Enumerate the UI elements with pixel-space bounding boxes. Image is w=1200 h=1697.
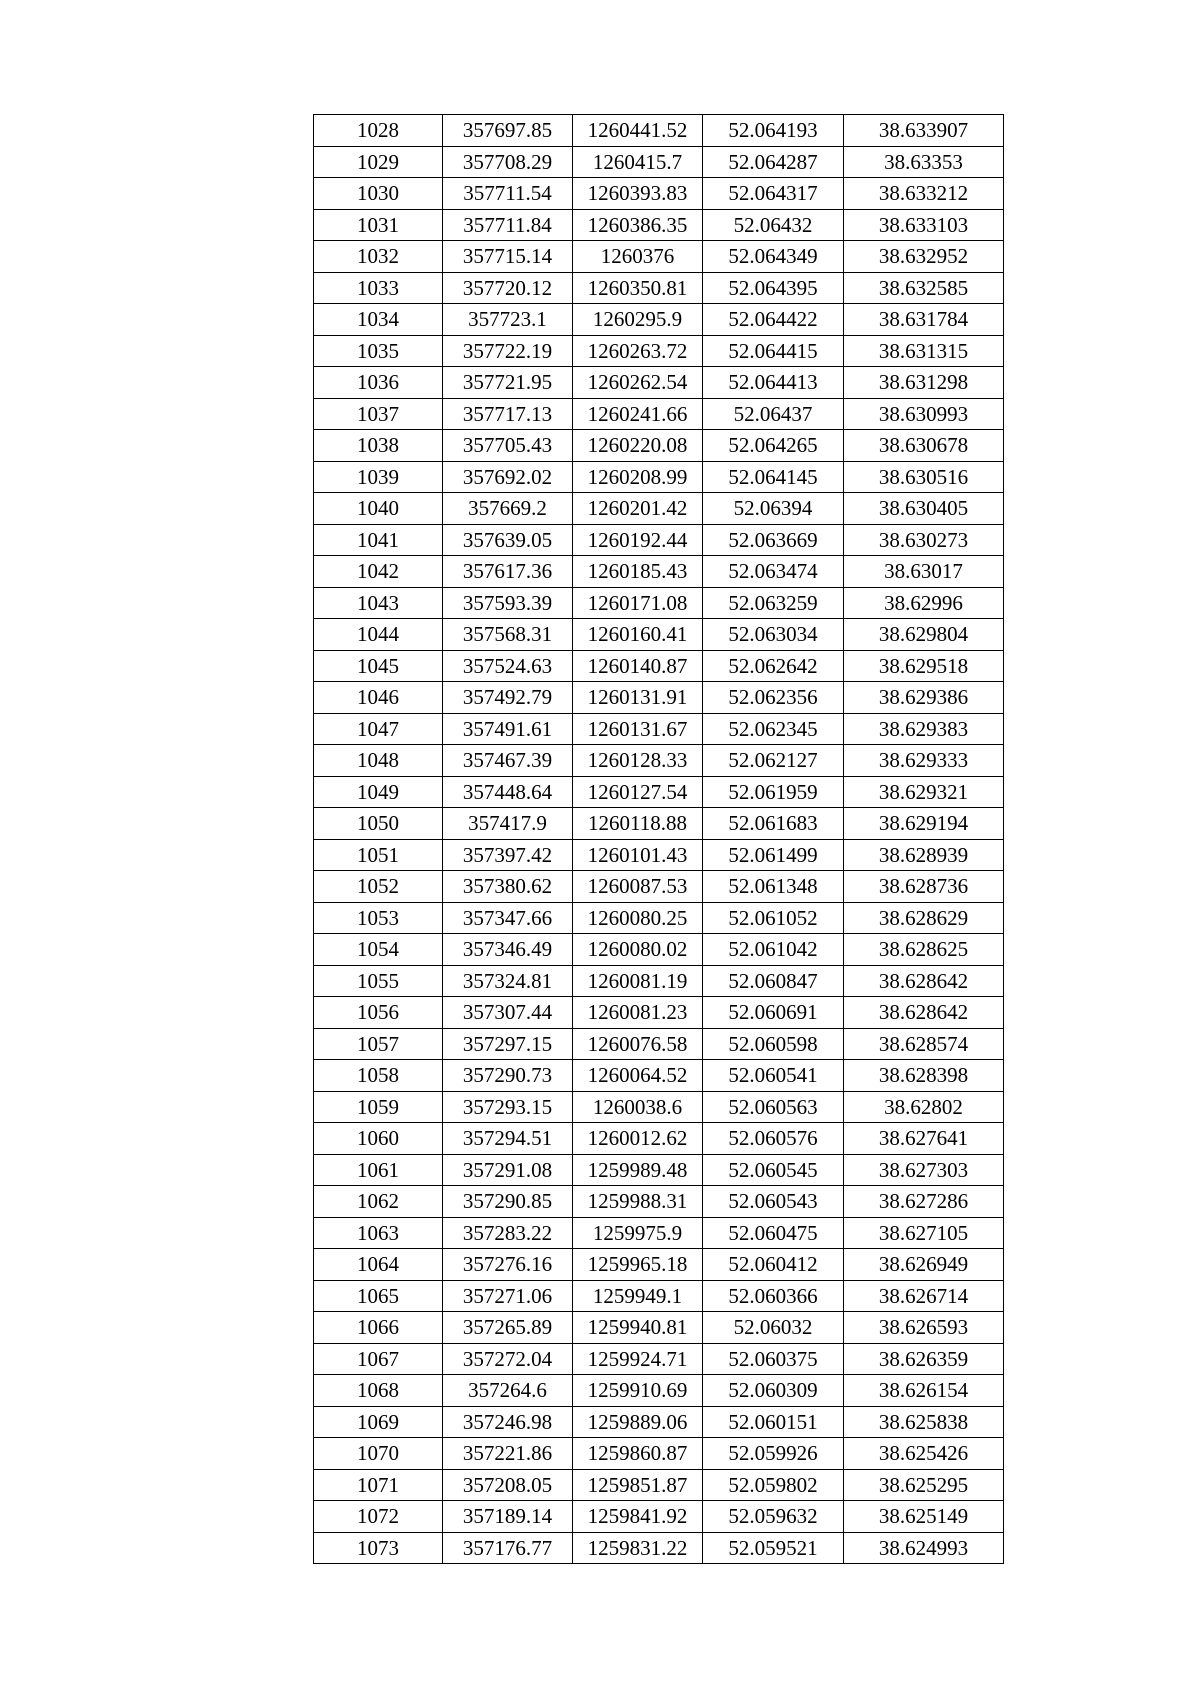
- point-number-cell: 1037: [314, 398, 443, 430]
- longitude-cell: 38.628629: [844, 902, 1004, 934]
- latitude-cell: 52.060412: [703, 1249, 844, 1281]
- longitude-cell: 38.625838: [844, 1406, 1004, 1438]
- y-coordinate-cell: 1260012.62: [573, 1123, 703, 1155]
- table-row: [314, 1060, 1004, 1092]
- table-row: [314, 713, 1004, 745]
- longitude-cell: 38.633212: [844, 178, 1004, 210]
- x-coordinate-cell: 357291.08: [443, 1154, 573, 1186]
- y-coordinate-cell: 1260101.43: [573, 839, 703, 871]
- latitude-cell: 52.060576: [703, 1123, 844, 1155]
- table-row: [314, 902, 1004, 934]
- table-row: [314, 1501, 1004, 1533]
- longitude-cell: 38.630273: [844, 524, 1004, 556]
- x-coordinate-cell: 357708.29: [443, 146, 573, 178]
- latitude-cell: 52.060541: [703, 1060, 844, 1092]
- point-number-cell: 1043: [314, 587, 443, 619]
- table-row: [314, 587, 1004, 619]
- longitude-cell: 38.631784: [844, 304, 1004, 336]
- table-row: [314, 1406, 1004, 1438]
- x-coordinate-cell: 357467.39: [443, 745, 573, 777]
- y-coordinate-cell: 1260201.42: [573, 493, 703, 525]
- longitude-cell: 38.627286: [844, 1186, 1004, 1218]
- x-coordinate-cell: 357347.66: [443, 902, 573, 934]
- latitude-cell: 52.064395: [703, 272, 844, 304]
- latitude-cell: 52.061683: [703, 808, 844, 840]
- latitude-cell: 52.060475: [703, 1217, 844, 1249]
- point-number-cell: 1069: [314, 1406, 443, 1438]
- x-coordinate-cell: 357721.95: [443, 367, 573, 399]
- y-coordinate-cell: 1260295.9: [573, 304, 703, 336]
- y-coordinate-cell: 1260076.58: [573, 1028, 703, 1060]
- y-coordinate-cell: 1259965.18: [573, 1249, 703, 1281]
- table-row: [314, 1028, 1004, 1060]
- y-coordinate-cell: 1259949.1: [573, 1280, 703, 1312]
- x-coordinate-cell: 357271.06: [443, 1280, 573, 1312]
- latitude-cell: 52.062356: [703, 682, 844, 714]
- latitude-cell: 52.063474: [703, 556, 844, 588]
- table-row: [314, 146, 1004, 178]
- table-row: [314, 1280, 1004, 1312]
- table-row: [314, 115, 1004, 147]
- x-coordinate-cell: 357380.62: [443, 871, 573, 903]
- longitude-cell: 38.629194: [844, 808, 1004, 840]
- y-coordinate-cell: 1259924.71: [573, 1343, 703, 1375]
- x-coordinate-cell: 357346.49: [443, 934, 573, 966]
- point-number-cell: 1032: [314, 241, 443, 273]
- latitude-cell: 52.064349: [703, 241, 844, 273]
- y-coordinate-cell: 1259851.87: [573, 1469, 703, 1501]
- y-coordinate-cell: 1260127.54: [573, 776, 703, 808]
- longitude-cell: 38.629386: [844, 682, 1004, 714]
- y-coordinate-cell: 1260064.52: [573, 1060, 703, 1092]
- point-number-cell: 1050: [314, 808, 443, 840]
- table-row: [314, 524, 1004, 556]
- y-coordinate-cell: 1259910.69: [573, 1375, 703, 1407]
- point-number-cell: 1040: [314, 493, 443, 525]
- point-number-cell: 1061: [314, 1154, 443, 1186]
- latitude-cell: 52.059632: [703, 1501, 844, 1533]
- y-coordinate-cell: 1259989.48: [573, 1154, 703, 1186]
- longitude-cell: 38.630678: [844, 430, 1004, 462]
- y-coordinate-cell: 1260415.7: [573, 146, 703, 178]
- longitude-cell: 38.626359: [844, 1343, 1004, 1375]
- longitude-cell: 38.62996: [844, 587, 1004, 619]
- longitude-cell: 38.627105: [844, 1217, 1004, 1249]
- y-coordinate-cell: 1260393.83: [573, 178, 703, 210]
- point-number-cell: 1059: [314, 1091, 443, 1123]
- latitude-cell: 52.060847: [703, 965, 844, 997]
- longitude-cell: 38.625149: [844, 1501, 1004, 1533]
- x-coordinate-cell: 357276.16: [443, 1249, 573, 1281]
- longitude-cell: 38.628625: [844, 934, 1004, 966]
- x-coordinate-cell: 357283.22: [443, 1217, 573, 1249]
- y-coordinate-cell: 1260131.91: [573, 682, 703, 714]
- y-coordinate-cell: 1259831.22: [573, 1532, 703, 1564]
- point-number-cell: 1073: [314, 1532, 443, 1564]
- y-coordinate-cell: 1260350.81: [573, 272, 703, 304]
- latitude-cell: 52.06432: [703, 209, 844, 241]
- x-coordinate-cell: 357324.81: [443, 965, 573, 997]
- x-coordinate-cell: 357717.13: [443, 398, 573, 430]
- point-number-cell: 1030: [314, 178, 443, 210]
- latitude-cell: 52.059521: [703, 1532, 844, 1564]
- y-coordinate-cell: 1260386.35: [573, 209, 703, 241]
- table-row: [314, 997, 1004, 1029]
- longitude-cell: 38.627641: [844, 1123, 1004, 1155]
- point-number-cell: 1052: [314, 871, 443, 903]
- latitude-cell: 52.061042: [703, 934, 844, 966]
- table-row: [314, 619, 1004, 651]
- y-coordinate-cell: 1260160.41: [573, 619, 703, 651]
- longitude-cell: 38.625295: [844, 1469, 1004, 1501]
- coordinates-table: [313, 114, 1004, 1564]
- x-coordinate-cell: 357593.39: [443, 587, 573, 619]
- longitude-cell: 38.628398: [844, 1060, 1004, 1092]
- table-row: [314, 272, 1004, 304]
- table-row: [314, 1375, 1004, 1407]
- table-row: [314, 430, 1004, 462]
- table-row: [314, 934, 1004, 966]
- latitude-cell: 52.064265: [703, 430, 844, 462]
- table-row: [314, 493, 1004, 525]
- y-coordinate-cell: 1260208.99: [573, 461, 703, 493]
- y-coordinate-cell: 1260080.02: [573, 934, 703, 966]
- x-coordinate-cell: 357692.02: [443, 461, 573, 493]
- latitude-cell: 52.064287: [703, 146, 844, 178]
- table-row: [314, 808, 1004, 840]
- latitude-cell: 52.060545: [703, 1154, 844, 1186]
- x-coordinate-cell: 357265.89: [443, 1312, 573, 1344]
- point-number-cell: 1056: [314, 997, 443, 1029]
- x-coordinate-cell: 357524.63: [443, 650, 573, 682]
- latitude-cell: 52.060563: [703, 1091, 844, 1123]
- x-coordinate-cell: 357491.61: [443, 713, 573, 745]
- x-coordinate-cell: 357617.36: [443, 556, 573, 588]
- table-row: [314, 461, 1004, 493]
- latitude-cell: 52.06437: [703, 398, 844, 430]
- x-coordinate-cell: 357294.51: [443, 1123, 573, 1155]
- y-coordinate-cell: 1260140.87: [573, 650, 703, 682]
- latitude-cell: 52.062127: [703, 745, 844, 777]
- table-row: [314, 682, 1004, 714]
- y-coordinate-cell: 1259988.31: [573, 1186, 703, 1218]
- table-row: [314, 241, 1004, 273]
- point-number-cell: 1034: [314, 304, 443, 336]
- x-coordinate-cell: 357290.85: [443, 1186, 573, 1218]
- x-coordinate-cell: 357397.42: [443, 839, 573, 871]
- longitude-cell: 38.629518: [844, 650, 1004, 682]
- latitude-cell: 52.059802: [703, 1469, 844, 1501]
- point-number-cell: 1062: [314, 1186, 443, 1218]
- point-number-cell: 1057: [314, 1028, 443, 1060]
- latitude-cell: 52.063259: [703, 587, 844, 619]
- y-coordinate-cell: 1260192.44: [573, 524, 703, 556]
- x-coordinate-cell: 357722.19: [443, 335, 573, 367]
- y-coordinate-cell: 1260376: [573, 241, 703, 273]
- point-number-cell: 1058: [314, 1060, 443, 1092]
- latitude-cell: 52.060366: [703, 1280, 844, 1312]
- latitude-cell: 52.061052: [703, 902, 844, 934]
- point-number-cell: 1031: [314, 209, 443, 241]
- x-coordinate-cell: 357208.05: [443, 1469, 573, 1501]
- table-row: [314, 776, 1004, 808]
- y-coordinate-cell: 1260128.33: [573, 745, 703, 777]
- latitude-cell: 52.062345: [703, 713, 844, 745]
- point-number-cell: 1053: [314, 902, 443, 934]
- point-number-cell: 1060: [314, 1123, 443, 1155]
- point-number-cell: 1048: [314, 745, 443, 777]
- point-number-cell: 1038: [314, 430, 443, 462]
- latitude-cell: 52.062642: [703, 650, 844, 682]
- y-coordinate-cell: 1259841.92: [573, 1501, 703, 1533]
- point-number-cell: 1070: [314, 1438, 443, 1470]
- table-row: [314, 839, 1004, 871]
- x-coordinate-cell: 357221.86: [443, 1438, 573, 1470]
- x-coordinate-cell: 357307.44: [443, 997, 573, 1029]
- table-row: [314, 209, 1004, 241]
- longitude-cell: 38.628736: [844, 871, 1004, 903]
- x-coordinate-cell: 357715.14: [443, 241, 573, 273]
- point-number-cell: 1044: [314, 619, 443, 651]
- table-row: [314, 650, 1004, 682]
- longitude-cell: 38.628642: [844, 997, 1004, 1029]
- x-coordinate-cell: 357297.15: [443, 1028, 573, 1060]
- latitude-cell: 52.064317: [703, 178, 844, 210]
- latitude-cell: 52.064415: [703, 335, 844, 367]
- longitude-cell: 38.629383: [844, 713, 1004, 745]
- longitude-cell: 38.628642: [844, 965, 1004, 997]
- longitude-cell: 38.63017: [844, 556, 1004, 588]
- table-row: [314, 1186, 1004, 1218]
- point-number-cell: 1063: [314, 1217, 443, 1249]
- longitude-cell: 38.626154: [844, 1375, 1004, 1407]
- longitude-cell: 38.626714: [844, 1280, 1004, 1312]
- longitude-cell: 38.632952: [844, 241, 1004, 273]
- table-row: [314, 304, 1004, 336]
- longitude-cell: 38.627303: [844, 1154, 1004, 1186]
- longitude-cell: 38.62802: [844, 1091, 1004, 1123]
- table-row: [314, 178, 1004, 210]
- latitude-cell: 52.064422: [703, 304, 844, 336]
- point-number-cell: 1055: [314, 965, 443, 997]
- point-number-cell: 1046: [314, 682, 443, 714]
- point-number-cell: 1047: [314, 713, 443, 745]
- latitude-cell: 52.060309: [703, 1375, 844, 1407]
- longitude-cell: 38.628574: [844, 1028, 1004, 1060]
- x-coordinate-cell: 357417.9: [443, 808, 573, 840]
- latitude-cell: 52.061499: [703, 839, 844, 871]
- longitude-cell: 38.631298: [844, 367, 1004, 399]
- y-coordinate-cell: 1260118.88: [573, 808, 703, 840]
- x-coordinate-cell: 357448.64: [443, 776, 573, 808]
- longitude-cell: 38.631315: [844, 335, 1004, 367]
- table-row: [314, 1154, 1004, 1186]
- x-coordinate-cell: 357705.43: [443, 430, 573, 462]
- table-row: [314, 871, 1004, 903]
- longitude-cell: 38.63353: [844, 146, 1004, 178]
- latitude-cell: 52.06032: [703, 1312, 844, 1344]
- x-coordinate-cell: 357246.98: [443, 1406, 573, 1438]
- point-number-cell: 1049: [314, 776, 443, 808]
- latitude-cell: 52.064413: [703, 367, 844, 399]
- longitude-cell: 38.632585: [844, 272, 1004, 304]
- latitude-cell: 52.059926: [703, 1438, 844, 1470]
- longitude-cell: 38.633103: [844, 209, 1004, 241]
- x-coordinate-cell: 357272.04: [443, 1343, 573, 1375]
- latitude-cell: 52.063034: [703, 619, 844, 651]
- point-number-cell: 1067: [314, 1343, 443, 1375]
- x-coordinate-cell: 357697.85: [443, 115, 573, 147]
- longitude-cell: 38.629333: [844, 745, 1004, 777]
- y-coordinate-cell: 1259940.81: [573, 1312, 703, 1344]
- table-row: [314, 1249, 1004, 1281]
- table-row: [314, 1469, 1004, 1501]
- table-row: [314, 745, 1004, 777]
- y-coordinate-cell: 1260171.08: [573, 587, 703, 619]
- table-row: [314, 1343, 1004, 1375]
- x-coordinate-cell: 357711.84: [443, 209, 573, 241]
- y-coordinate-cell: 1260131.67: [573, 713, 703, 745]
- x-coordinate-cell: 357176.77: [443, 1532, 573, 1564]
- point-number-cell: 1045: [314, 650, 443, 682]
- point-number-cell: 1033: [314, 272, 443, 304]
- latitude-cell: 52.064193: [703, 115, 844, 147]
- point-number-cell: 1028: [314, 115, 443, 147]
- point-number-cell: 1042: [314, 556, 443, 588]
- longitude-cell: 38.625426: [844, 1438, 1004, 1470]
- latitude-cell: 52.063669: [703, 524, 844, 556]
- point-number-cell: 1036: [314, 367, 443, 399]
- x-coordinate-cell: 357189.14: [443, 1501, 573, 1533]
- table-row: [314, 1532, 1004, 1564]
- longitude-cell: 38.630516: [844, 461, 1004, 493]
- y-coordinate-cell: 1260441.52: [573, 115, 703, 147]
- table-row: [314, 335, 1004, 367]
- longitude-cell: 38.626593: [844, 1312, 1004, 1344]
- latitude-cell: 52.060543: [703, 1186, 844, 1218]
- table-row: [314, 398, 1004, 430]
- longitude-cell: 38.633907: [844, 115, 1004, 147]
- x-coordinate-cell: 357711.54: [443, 178, 573, 210]
- x-coordinate-cell: 357568.31: [443, 619, 573, 651]
- y-coordinate-cell: 1260262.54: [573, 367, 703, 399]
- x-coordinate-cell: 357290.73: [443, 1060, 573, 1092]
- longitude-cell: 38.629321: [844, 776, 1004, 808]
- y-coordinate-cell: 1260241.66: [573, 398, 703, 430]
- table-row: [314, 1123, 1004, 1155]
- x-coordinate-cell: 357723.1: [443, 304, 573, 336]
- latitude-cell: 52.06394: [703, 493, 844, 525]
- table-row: [314, 965, 1004, 997]
- longitude-cell: 38.624993: [844, 1532, 1004, 1564]
- y-coordinate-cell: 1260081.23: [573, 997, 703, 1029]
- x-coordinate-cell: 357492.79: [443, 682, 573, 714]
- x-coordinate-cell: 357720.12: [443, 272, 573, 304]
- coordinates-table-body: [314, 115, 1004, 1564]
- table-row: [314, 556, 1004, 588]
- y-coordinate-cell: 1260087.53: [573, 871, 703, 903]
- y-coordinate-cell: 1260081.19: [573, 965, 703, 997]
- y-coordinate-cell: 1260263.72: [573, 335, 703, 367]
- y-coordinate-cell: 1259975.9: [573, 1217, 703, 1249]
- x-coordinate-cell: 357293.15: [443, 1091, 573, 1123]
- latitude-cell: 52.064145: [703, 461, 844, 493]
- point-number-cell: 1068: [314, 1375, 443, 1407]
- y-coordinate-cell: 1259889.06: [573, 1406, 703, 1438]
- longitude-cell: 38.630405: [844, 493, 1004, 525]
- longitude-cell: 38.629804: [844, 619, 1004, 651]
- latitude-cell: 52.060151: [703, 1406, 844, 1438]
- point-number-cell: 1035: [314, 335, 443, 367]
- point-number-cell: 1071: [314, 1469, 443, 1501]
- y-coordinate-cell: 1259860.87: [573, 1438, 703, 1470]
- y-coordinate-cell: 1260038.6: [573, 1091, 703, 1123]
- latitude-cell: 52.060691: [703, 997, 844, 1029]
- latitude-cell: 52.060375: [703, 1343, 844, 1375]
- latitude-cell: 52.061959: [703, 776, 844, 808]
- x-coordinate-cell: 357264.6: [443, 1375, 573, 1407]
- table-row: [314, 1217, 1004, 1249]
- point-number-cell: 1051: [314, 839, 443, 871]
- point-number-cell: 1065: [314, 1280, 443, 1312]
- table-row: [314, 367, 1004, 399]
- latitude-cell: 52.060598: [703, 1028, 844, 1060]
- table-row: [314, 1312, 1004, 1344]
- table-row: [314, 1091, 1004, 1123]
- point-number-cell: 1054: [314, 934, 443, 966]
- y-coordinate-cell: 1260220.08: [573, 430, 703, 462]
- point-number-cell: 1039: [314, 461, 443, 493]
- table-row: [314, 1438, 1004, 1470]
- x-coordinate-cell: 357639.05: [443, 524, 573, 556]
- point-number-cell: 1041: [314, 524, 443, 556]
- y-coordinate-cell: 1260185.43: [573, 556, 703, 588]
- longitude-cell: 38.626949: [844, 1249, 1004, 1281]
- x-coordinate-cell: 357669.2: [443, 493, 573, 525]
- point-number-cell: 1072: [314, 1501, 443, 1533]
- point-number-cell: 1066: [314, 1312, 443, 1344]
- longitude-cell: 38.628939: [844, 839, 1004, 871]
- point-number-cell: 1029: [314, 146, 443, 178]
- longitude-cell: 38.630993: [844, 398, 1004, 430]
- y-coordinate-cell: 1260080.25: [573, 902, 703, 934]
- point-number-cell: 1064: [314, 1249, 443, 1281]
- latitude-cell: 52.061348: [703, 871, 844, 903]
